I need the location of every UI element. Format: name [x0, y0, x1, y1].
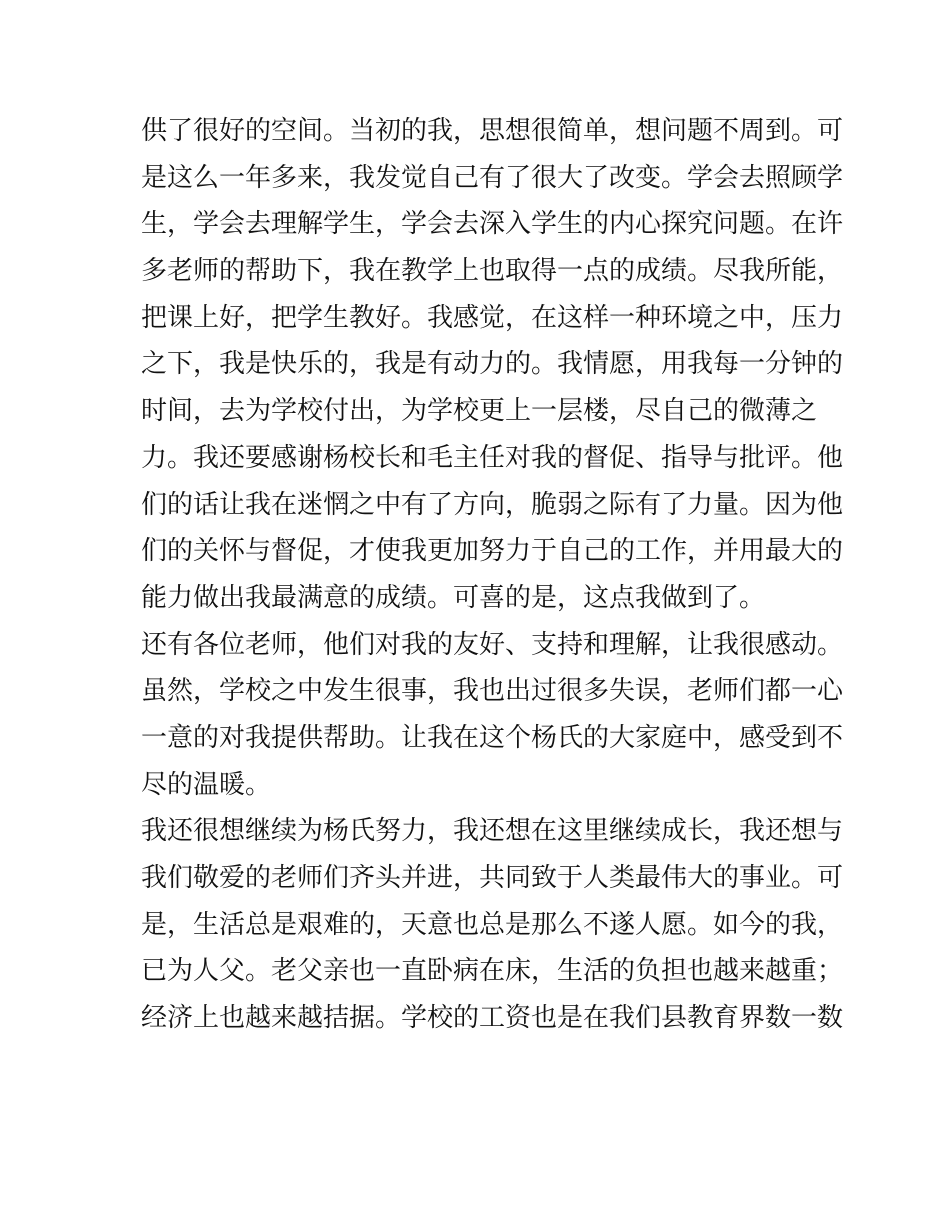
text-line: 是，生活总是艰难的，天意也总是那么不遂人愿。如今的我， [141, 909, 844, 940]
text-line: 把课上好，把学生教好。我感觉，在这样一种环境之中，压力 [141, 302, 844, 333]
text-line: 们的关怀与督促，才使我更加努力于自己的工作，并用最大的 [141, 536, 844, 567]
text-line: 尽的温暖。 [141, 769, 272, 800]
text-line: 已为人父。老父亲也一直卧病在床，生活的负担也越来越重； [141, 956, 844, 987]
text-line: 时间，去为学校付出，为学校更上一层楼，尽自己的微薄之 [141, 396, 818, 427]
text-line: 我还很想继续为杨氏努力，我还想在这里继续成长，我还想与 [141, 816, 844, 847]
text-line: 供了很好的空间。当初的我，思想很简单，想问题不周到。可 [141, 116, 844, 146]
text-line: 力。我还要感谢杨校长和毛主任对我的督促、指导与批评。他 [141, 442, 844, 473]
text-line: 还有各位老师，他们对我的友好、支持和理解，让我很感动。 [141, 629, 844, 660]
text-line: 是这么一年多来，我发觉自己有了很大了改变。学会去照顾学 [141, 162, 844, 193]
text-line: 经济上也越来越拮据。学校的工资也是在我们县教育界数一数 [141, 1003, 844, 1034]
text-line: 我们敬爱的老师们齐头并进，共同致于人类最伟大的事业。可 [141, 863, 844, 893]
text-line: 一意的对我提供帮助。让我在这个杨氏的大家庭中，感受到不 [141, 722, 844, 753]
text-line: 能力做出我最满意的成绩。可喜的是，这点我做到了。 [141, 582, 766, 613]
text-line: 多老师的帮助下，我在教学上也取得一点的成绩。尽我所能， [141, 256, 844, 287]
text-line: 虽然，学校之中发生很事，我也出过很多失误，老师们都一心 [141, 676, 844, 707]
body-text [141, 108, 844, 1042]
text-line: 生，学会去理解学生，学会去深入学生的内心探究问题。在许 [141, 209, 844, 240]
text-line: 们的话让我在迷惘之中有了方向，脆弱之际有了力量。因为他 [141, 489, 844, 520]
text-line: 之下，我是快乐的，我是有动力的。我情愿，用我每一分钟的 [141, 349, 844, 380]
